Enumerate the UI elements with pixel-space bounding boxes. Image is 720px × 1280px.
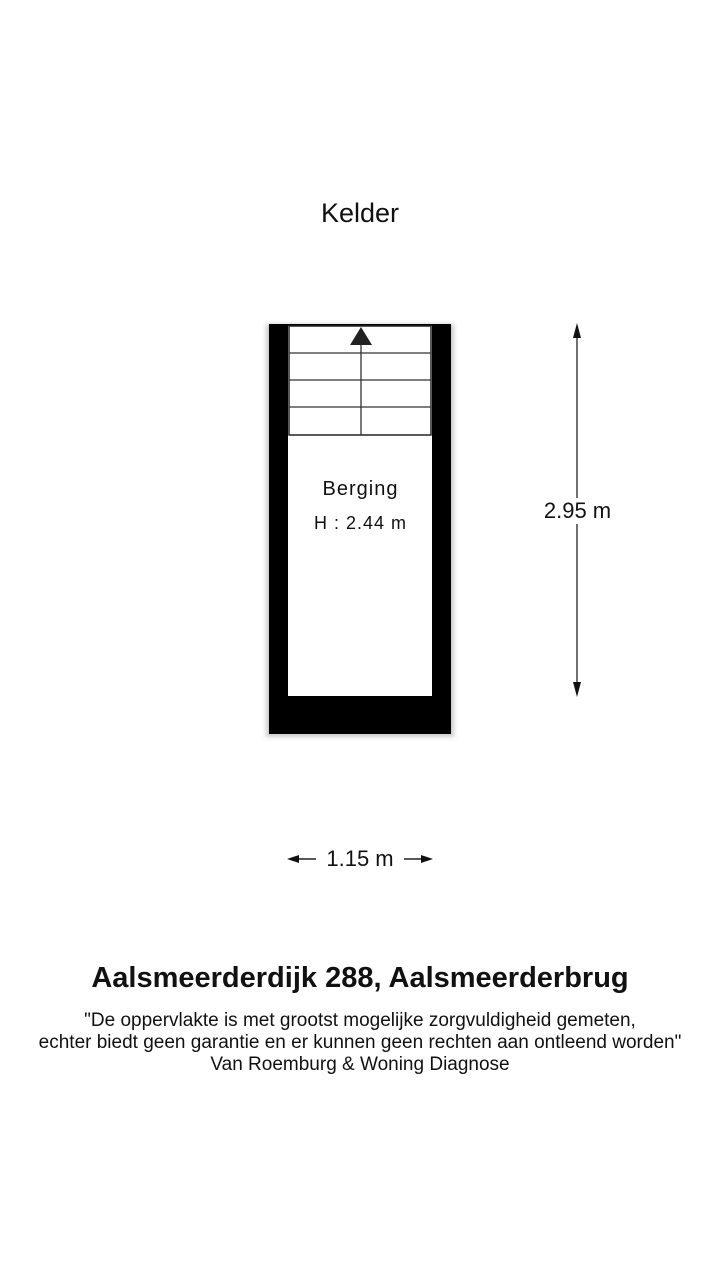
disclaimer-line-1: "De oppervlakte is met grootst mogelijke zorgvuldigheid gemeten, xyxy=(84,1010,636,1031)
room-height-berging: H : 2.44 m xyxy=(313,513,408,533)
depth-dimension-label: 2.95 m xyxy=(530,498,625,524)
room-name-berging: Berging xyxy=(322,478,399,500)
company-name: Van Roemburg & Woning Diagnose xyxy=(210,1054,510,1075)
width-dimension-label: 1.15 m xyxy=(326,846,394,871)
address-title: Aalsmeerderdijk 288, Aalsmeerderbrug xyxy=(91,962,629,994)
disclaimer-line-2: echter biedt geen garantie en er kunnen geen rechten aan ontleend worden" xyxy=(38,1032,682,1053)
stairs xyxy=(289,326,431,435)
floor-title: Kelder xyxy=(320,198,400,228)
